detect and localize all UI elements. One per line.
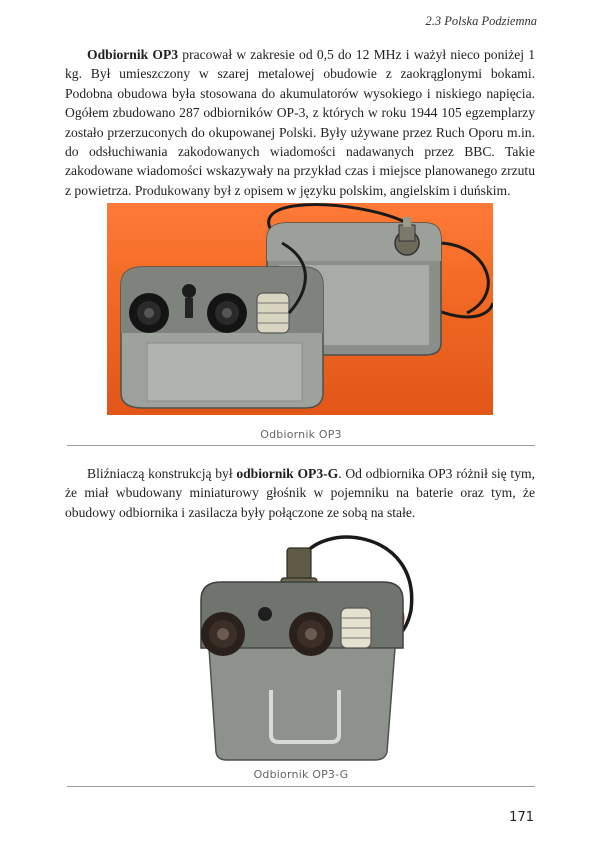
paragraph-op3g [65,464,535,522]
op3-receiver-illustration [107,203,493,415]
photo-op3g-receiver [171,530,441,762]
page-number: 171 [509,810,534,825]
caption-rule [67,445,535,446]
caption-op3g: Odbiornik OP3-G [253,768,349,781]
caption-rule [67,786,535,787]
caption-op3: Odbiornik OP3 [260,428,342,441]
photo-op3-receiver [107,203,493,415]
paragraph-op3g-lead: Bliźniaczą konstrukcją był [87,466,237,481]
running-header: 2.3 Polska Podziemna [425,14,537,28]
paragraph-op3-text: pracował w zakresie od 0,5 do 12 MHz i ważył nieco poniżej 1 kg. Był umieszczony w szarej metalowej obudowie z zaokrąglonymi bokami. Podobna obudowa była stosowana do akumulatorów wysokiego i niskiego napięcia. Ogółem zbudowano 287 odbiorników OP-3, z których w roku 1944 105 egzemplarzy zostało przerzuconych do okupowanej Polski. Były używane przez Ruch Oporu m.in. do odsłuchiwania zakodowanych wiadomości nadawanych przez BBC. Takie zakodowane wiadomości wskazywały na przykład czas i miejsce planowanego zrzutu z powietrza. Produkowany był z opisem w języku polskim, angielskim i duńskim. [65,47,535,198]
op3g-receiver-illustration [171,530,441,762]
paragraph-op3g-text: . Od odbiornika OP3 różnił się tym, że miał wbudowany miniaturowy głośnik w pojemniku na baterie oraz tym, że obudowy odbiornika i zasilacza były połączone ze sobą na stałe. [65,466,535,520]
term-op3g: odbiornik OP3-G [236,466,339,481]
term-op3: Odbiornik OP3 [87,47,179,62]
paragraph-op3 [65,45,535,200]
